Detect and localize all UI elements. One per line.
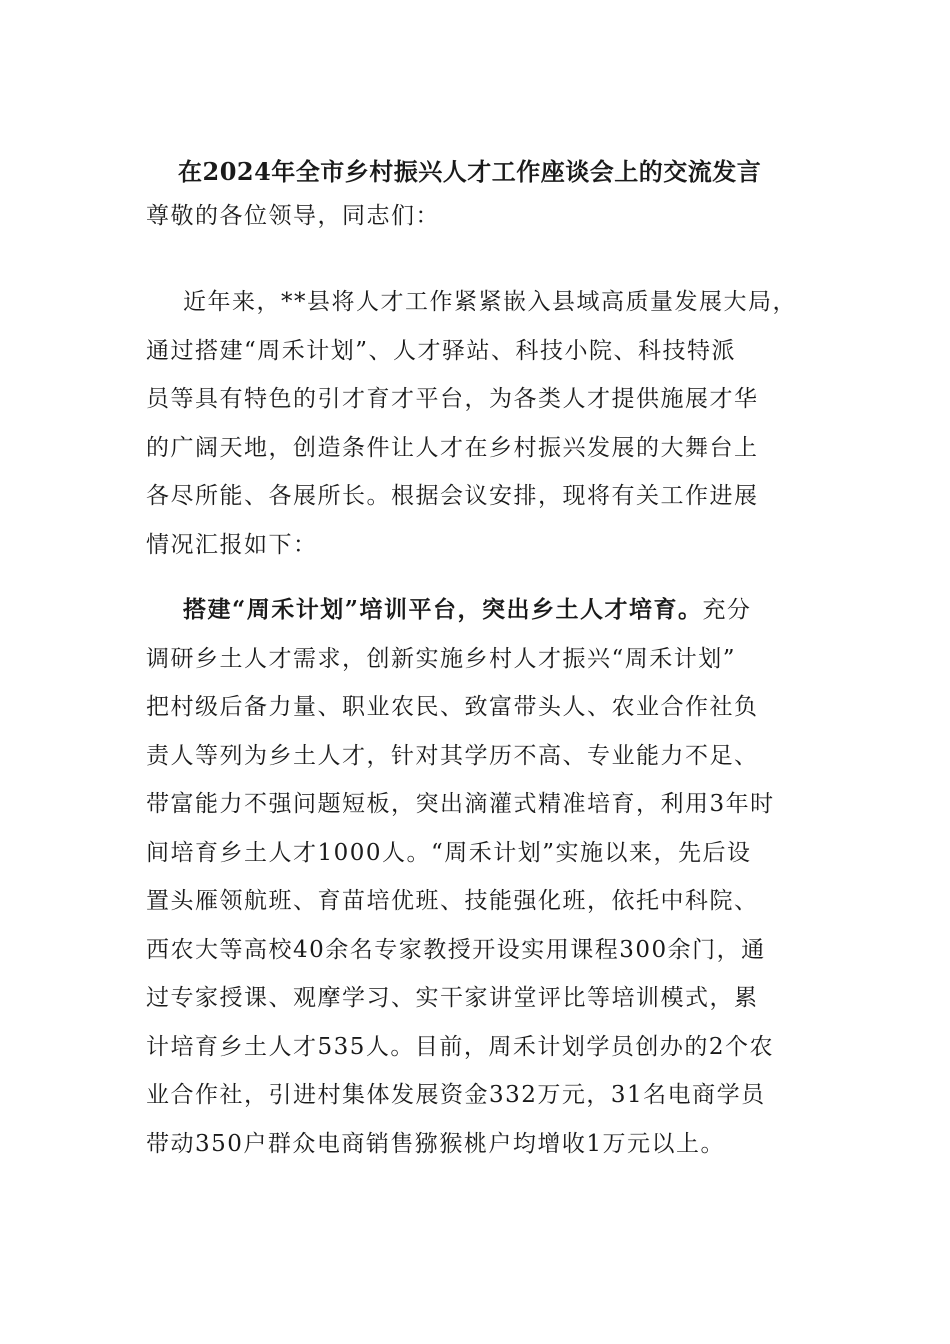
paragraph-line: 带动350户群众电商销售猕猴桃户均增收1万元以上。 [146,1130,726,1157]
paragraph-line: 的广阔天地，创造条件让人才在乡村振兴发展的大舞台上 [146,434,759,461]
paragraph-line: 近年来，**县将人才工作紧紧嵌入县域高质量发展大局， [183,289,797,315]
paragraph-line: 通过搭建“周禾计划”、人才驿站、科技小院、科技特派 [146,337,737,364]
salutation: 尊敬的各位领导，同志们： [146,203,440,229]
paragraph-intro [146,278,826,569]
paragraph-zhouhe-plan [146,586,826,1168]
paragraph-line: 间培育乡土人才1000人。“周禾计划”实施以来，先后设 [146,839,752,866]
paragraph-line: 责人等列为乡土人才，针对其学历不高、专业能力不足、 [146,742,759,769]
paragraph-line: 西农大等高校40余名专家教授开设实用课程300余门，通 [146,936,766,963]
paragraph-line: 计培育乡土人才535人。目前，周禾计划学员创办的2个农 [146,1033,775,1060]
paragraph-line: 情况汇报如下： [146,531,318,558]
paragraph-line: 业合作社，引进村集体发展资金332万元，31名电商学员 [146,1082,766,1108]
paragraph-line: 置头雁领航班、育苗培优班、技能强化班，依托中科院、 [146,888,759,914]
paragraph-line: 员等具有特色的引才育才平台，为各类人才提供施展才华 [146,386,759,412]
document-title: 在2024年全市乡村振兴人才工作座谈会上的交流发言 [178,157,762,186]
paragraph-line-rest: 充分 [702,597,752,623]
paragraph-line: 带富能力不强问题短板，突出滴灌式精准培育，利用3年时 [146,791,775,817]
paragraph-first-line [146,586,826,635]
paragraph-line: 过专家授课、观摩学习、实干家讲堂评比等培训模式，累 [146,985,759,1011]
section-heading: 搭建“周禾计划”培训平台，突出乡土人才培育。 [183,596,703,623]
paragraph-line: 各尽所能、各展所长。根据会议安排，现将有关工作进展 [146,483,759,509]
paragraph-line: 把村级后备力量、职业农民、致富带头人、农业合作社负 [146,694,759,720]
paragraph-line: 调研乡土人才需求，创新实施乡村人才振兴“周禾计划” [146,645,737,672]
